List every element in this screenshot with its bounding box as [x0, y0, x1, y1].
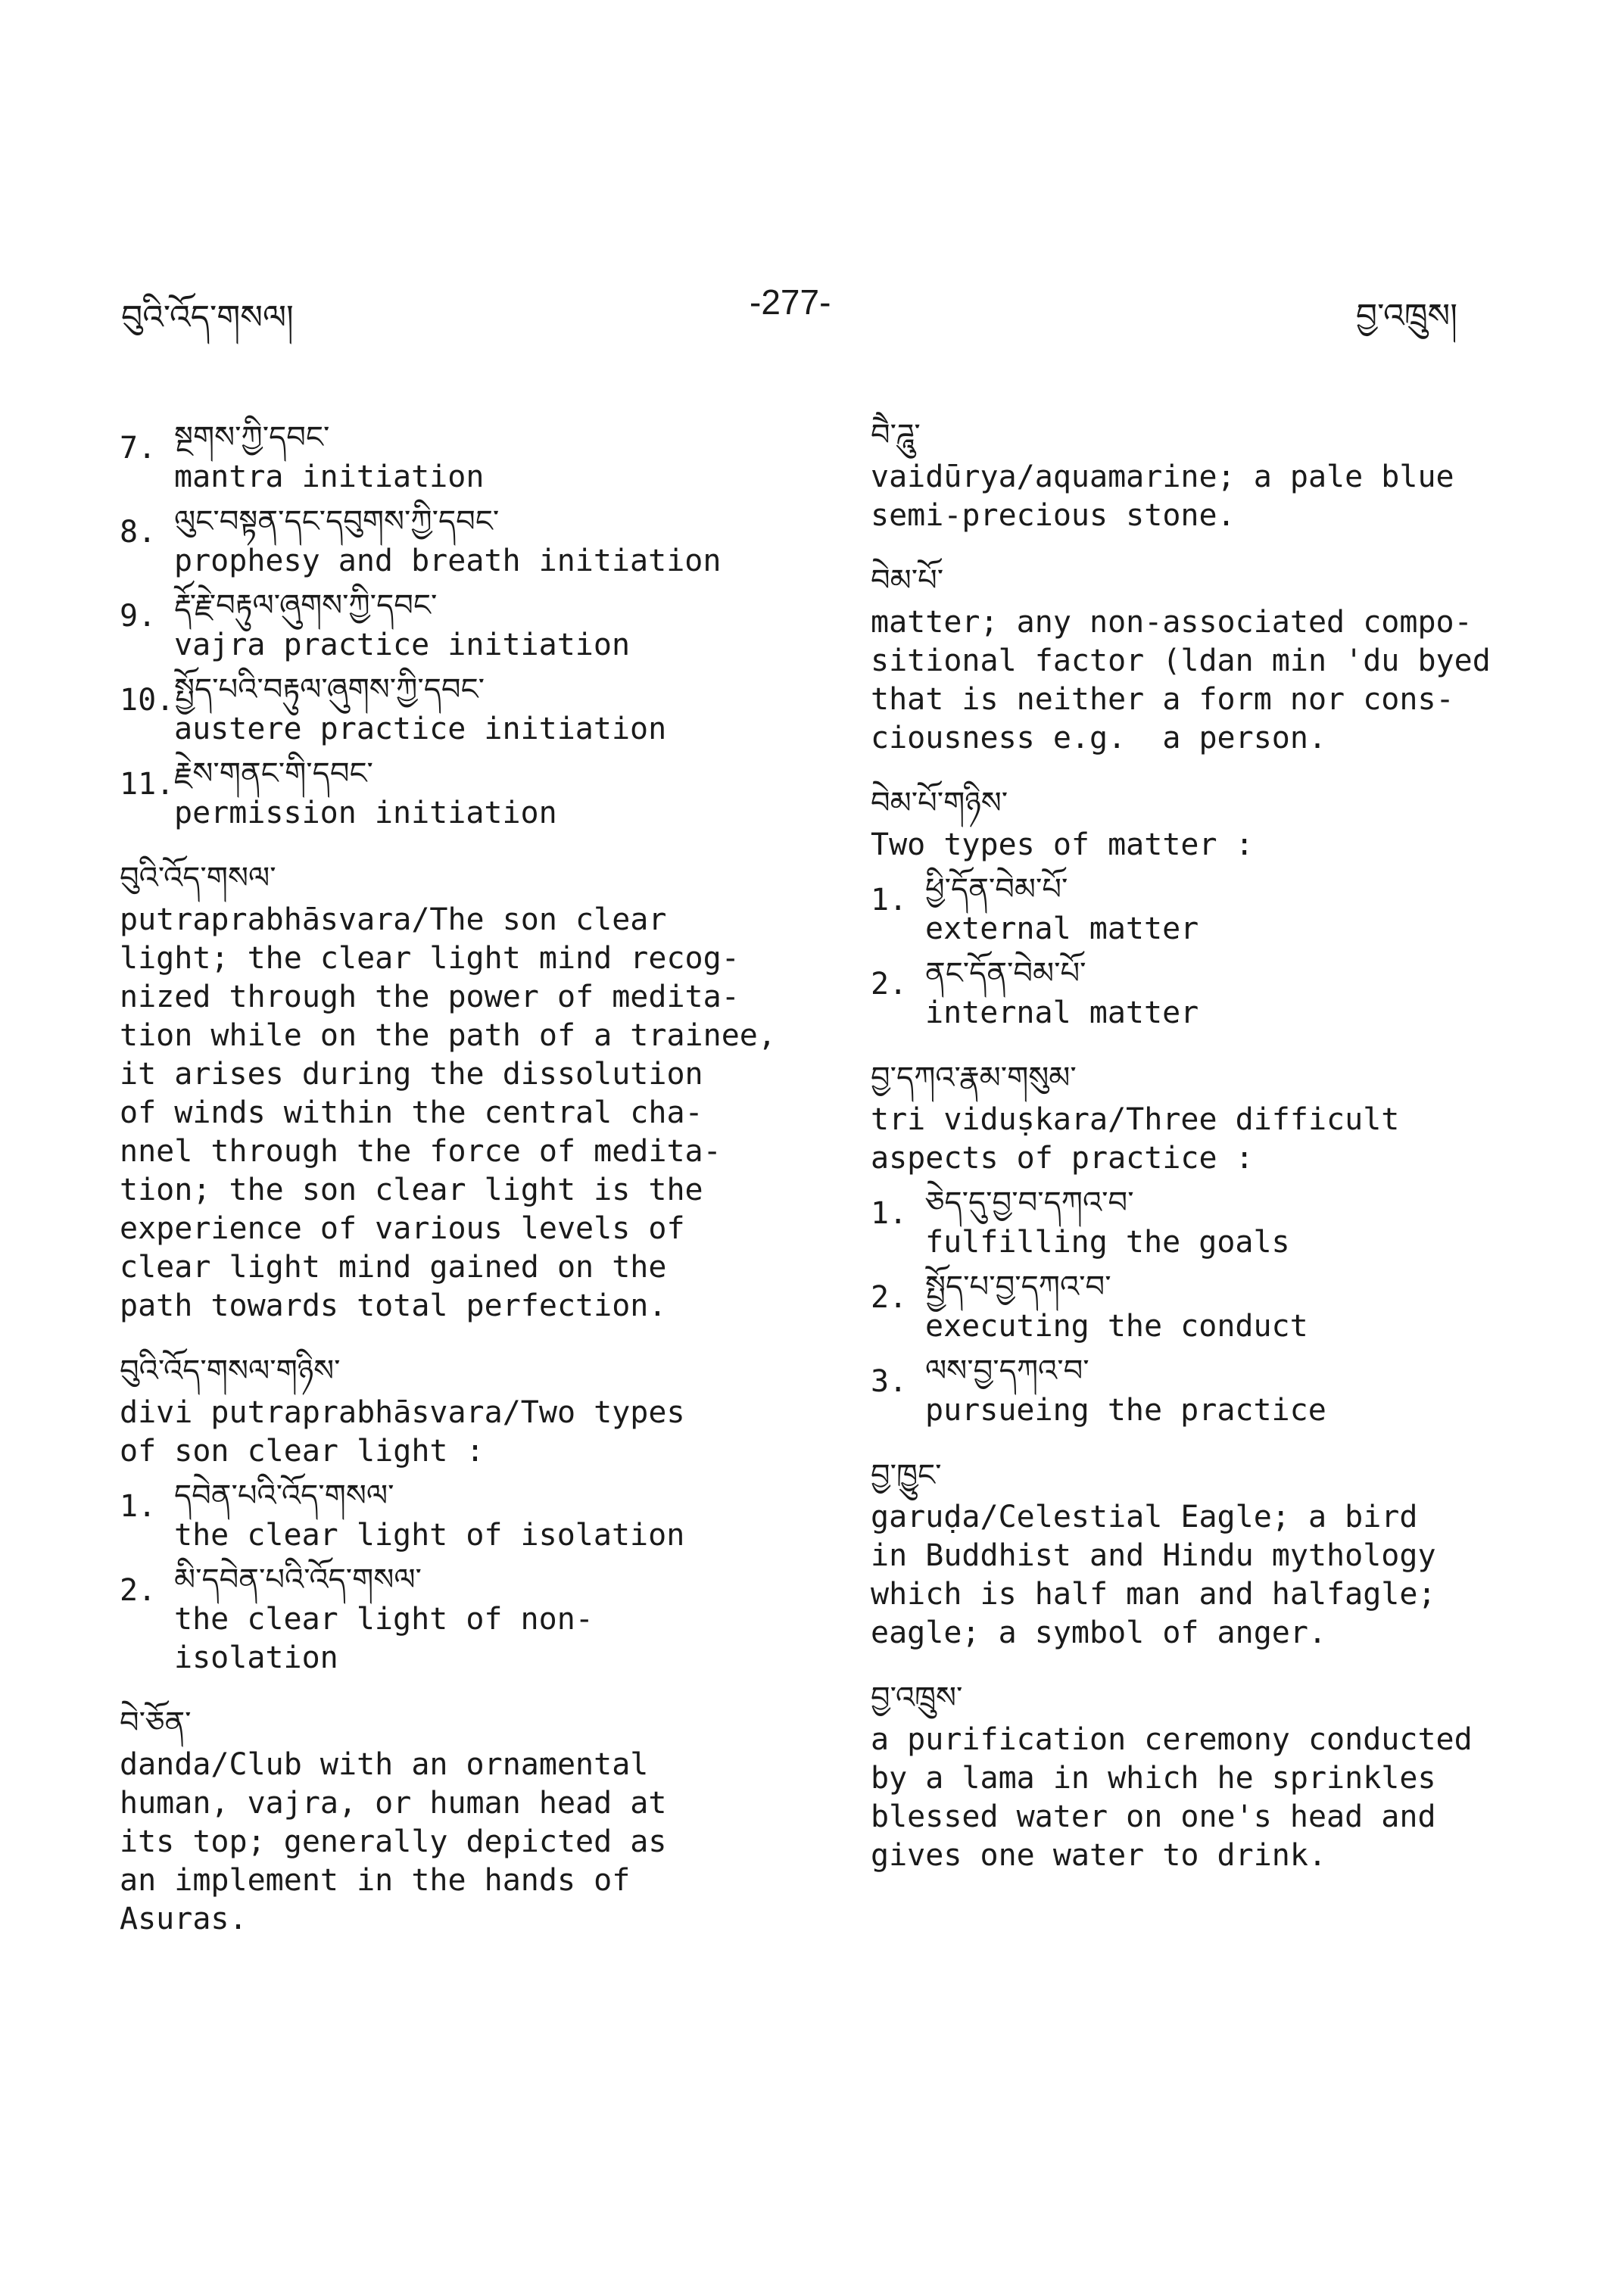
entry-definition: matter; any non-associated compo- sitional factor (ldan min 'du byed that is neither a form nor cons- ciousness e.g. a person.: [871, 605, 1491, 756]
entry-definition: Two types of matter :: [871, 827, 1254, 862]
entry-definition: divi putraprabhāsvara/Two types of son clear light :: [120, 1395, 685, 1469]
entry: [871, 413, 1552, 535]
entry-definition: putraprabhāsvara/The son clear light; the clear light mind recog- nized through the power of medita- tion while on the path of a trainee, it arises during the dissolution of winds within the central cha- nnel through the force of medita- tion; the son clear light is the experience of various levels of clear light mind gained on the path towards total perfection.: [120, 902, 776, 1323]
entry-term: བཻ་ཌཱུ་: [871, 418, 921, 453]
list-item: [120, 669, 846, 749]
entry: [871, 1675, 1552, 1875]
page-number: -277-: [750, 282, 831, 322]
entry: [120, 1348, 846, 1678]
item-number: 2.: [120, 1573, 157, 1608]
item-tibetan: ལུང་བསྟན་དང་དབུགས་ཀྱི་དབང་: [174, 504, 500, 539]
left-column: [120, 413, 846, 1961]
item-number: 2.: [871, 967, 908, 1002]
item-number: 1.: [871, 883, 908, 918]
item-tibetan: ནང་དོན་བེམ་པོ་: [925, 956, 1086, 991]
entry-definition: garuḍa/Celestial Eagle; a bird in Buddhist and Hindu mythology which is half man and halfagle; eagle; a symbol of anger.: [871, 1500, 1436, 1650]
item-tibetan: རྗེས་གནང་གི་དབང་: [174, 756, 373, 791]
entry-definition: vaidūrya/aquamarine; a pale blue semi-precious stone.: [871, 460, 1454, 533]
list-item: [120, 501, 846, 581]
item-tibetan: སྤྱོད་པ་བྱ་དཀའ་བ་: [925, 1270, 1111, 1304]
entry-term: བྱ་དཀའ་རྣམ་གསུམ་: [871, 1061, 1077, 1095]
list-item: [871, 869, 1552, 949]
entry: [871, 780, 1552, 1033]
list-item: [120, 1559, 846, 1678]
item-english: pursueing the practice: [925, 1393, 1326, 1428]
entry-term: བྱ་ཁྱུང་: [871, 1458, 942, 1493]
item-tibetan: སྔགས་ཀྱི་དབང་: [174, 420, 330, 455]
entry: [871, 1055, 1552, 1430]
item-number: 11.: [120, 767, 175, 802]
list-item: [120, 585, 846, 665]
entry-term: བུའི་འོད་གསལ་གཉིས་: [120, 1354, 341, 1388]
list-item: [120, 753, 846, 833]
entry-definition: a purification ceremony conducted by a lama in which he sprinkles blessed water on one's head and gives one water to drink.: [871, 1722, 1473, 1873]
item-english: permission initiation: [174, 796, 557, 830]
entry: [871, 558, 1552, 758]
item-tibetan: ཕྱི་དོན་བེམ་པོ་: [925, 872, 1068, 907]
item-english: fulfilling the goals: [925, 1225, 1290, 1260]
item-number: 8.: [120, 515, 157, 550]
entry-term: བེ་ཅོན་: [120, 1706, 192, 1740]
item-number: 1.: [120, 1489, 157, 1524]
entry: [120, 1700, 846, 1939]
item-english: internal matter: [925, 995, 1199, 1030]
entry-definition: tri viduṣkara/Three difficult aspects of practice :: [871, 1102, 1400, 1176]
item-number: 9.: [120, 599, 157, 634]
list-item: [120, 417, 846, 497]
item-tibetan: དབེན་པའི་འོད་གསལ་: [174, 1478, 394, 1513]
entry-term: བེམ་པོ་གཉིས་: [871, 786, 1008, 821]
entry: [871, 1453, 1552, 1653]
running-head-left: བུའི་འོད་གསལ།: [121, 298, 294, 337]
item-english: prophesy and breath initiation: [174, 544, 722, 578]
entry-term: བེམ་པོ་: [871, 563, 944, 598]
entry-term: བུའི་འོད་གསལ་: [120, 861, 276, 896]
item-tibetan: རྡོ་རྗེ་བརྟུལ་ཞུགས་ཀྱི་དབང་: [174, 588, 438, 623]
item-number: 3.: [871, 1364, 908, 1399]
entry: [120, 855, 846, 1326]
item-tibetan: སྤྱོད་པའི་བརྟུལ་ཞུགས་ཀྱི་དབང་: [174, 672, 485, 707]
item-tibetan: ཅེད་དུ་བྱ་བ་དཀའ་བ་: [925, 1185, 1134, 1220]
item-english: executing the conduct: [925, 1309, 1308, 1344]
list-item: [871, 953, 1552, 1033]
item-english: vajra practice initiation: [174, 628, 631, 662]
list-item: [871, 1182, 1552, 1262]
list-item: [120, 1475, 846, 1555]
entry: [120, 417, 846, 833]
list-item: [871, 1266, 1552, 1346]
item-tibetan: མི་དབེན་པའི་འོད་གསལ་: [174, 1562, 422, 1597]
item-number: 10.: [120, 683, 175, 718]
entry-definition: danda/Club with an ornamental human, vajra, or human head at its top; generally depicted as an implement in the hands of Asuras.: [120, 1747, 667, 1936]
item-tibetan: ལས་བྱ་དཀའ་བ་: [925, 1354, 1089, 1388]
right-column: [871, 413, 1552, 1898]
item-english: austere practice initiation: [174, 712, 667, 746]
item-english: the clear light of isolation: [174, 1518, 685, 1553]
item-number: 7.: [120, 431, 157, 466]
item-english: external matter: [925, 911, 1199, 946]
item-english: the clear light of non- isolation: [174, 1602, 594, 1675]
item-number: 2.: [871, 1280, 908, 1315]
list-item: [871, 1351, 1552, 1430]
item-number: 1.: [871, 1196, 908, 1231]
item-english: mantra initiation: [174, 460, 485, 494]
running-head-right: བྱ་འཁྲུས།: [1355, 297, 1457, 335]
entry-term: བྱ་འཁྲུས་: [871, 1681, 963, 1715]
